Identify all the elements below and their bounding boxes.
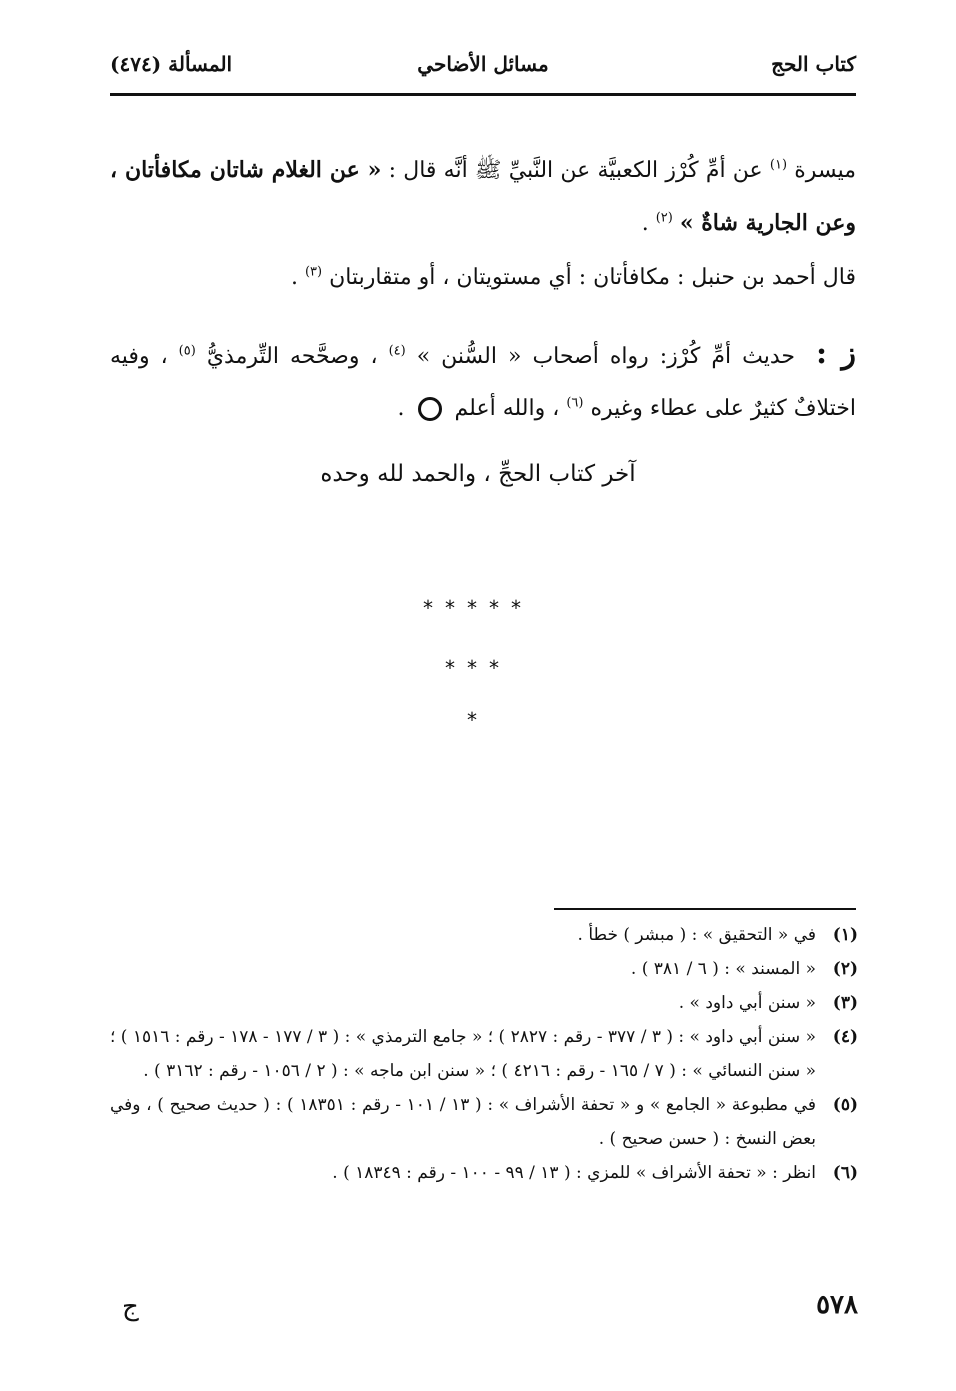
footnote-ref-1: (١)	[769, 157, 788, 173]
footnote-ref-5: (٥)	[178, 343, 196, 359]
footnote	[110, 918, 858, 952]
star-ornament-row-1: *****	[423, 596, 533, 620]
zawaid-marker: ز :	[815, 336, 856, 371]
hadith-quote: « عن الغلام شاتان مكافأتان ، وعن الجارية شاةٌ »	[110, 157, 856, 236]
footnote-number: (٣)	[832, 993, 858, 1013]
footnote-text: انظر : « تحفة الأشراف » للمزي : ( ١٣ / ٩٩ - ١٠٠ - رقم : ١٨٣٤٩ ) .	[332, 1163, 816, 1183]
footnote-ref-4: (٤)	[388, 343, 406, 359]
text-run: ميسرة	[794, 158, 856, 183]
chapter-closing-line: آخر كتاب الحجِّ ، والحمد لله وحده	[320, 461, 636, 487]
text-run: .	[290, 265, 298, 290]
end-circle-icon	[418, 397, 442, 421]
text-run: ، والله أعلم	[454, 396, 560, 421]
paragraph-zawaid	[110, 328, 856, 435]
header-rule	[110, 93, 856, 96]
footnote	[110, 952, 858, 986]
footnote	[110, 986, 858, 1020]
footnote	[110, 1020, 858, 1088]
header-book-title: كتاب الحج	[771, 52, 856, 76]
header-question-number: المسألة (٤٧٤)	[110, 52, 233, 76]
page-number: ٥٧٨	[816, 1290, 858, 1320]
footnote-number: (٤)	[832, 1027, 858, 1047]
paragraph-ahmad	[110, 252, 856, 304]
footnote-ref-2: (٢)	[655, 210, 673, 226]
footnote-rule	[554, 908, 856, 910]
star-ornament-row-2: ***	[445, 656, 511, 680]
star-ornament-row-3: *	[467, 708, 489, 732]
text-run: حديث أمِّ كُرْز: رواه أصحاب « السُّنن »	[416, 344, 795, 369]
text-run: قال أحمد بن حنبل : مكافأتان : أي مستويتان ، أو متقاربتان	[329, 265, 856, 290]
text-run: .	[641, 211, 649, 236]
footnote-text: « سنن أبي داود » : ( ٣ / ٣٧٧ - رقم : ٢٨٢٧ ) ؛ « جامع الترمذي » : ( ٣ / ١٧٧ - ١٧٨ - رقم : ١٥١٦ ) ؛ « سنن النسائي » : ( ٧ / ١٦٥ - رقم : ٤٢١٦ ) ؛ « سنن ابن ماجه » : ( ٢ / ١٠٥٦ - رقم : ٣١٦٢ ) .	[109, 1027, 816, 1081]
footnote-text: في « التحقيق » : ( مبشر ) خطأ .	[577, 925, 816, 945]
text-run: .	[397, 396, 405, 421]
footnote-number: (١)	[832, 925, 858, 945]
footnote-text: « المسند » : ( ٦ / ٣٨١ ) .	[630, 959, 816, 979]
footnote	[110, 1156, 858, 1190]
signature-mark: ج	[122, 1292, 139, 1322]
text-run: ، وصحَّحه التِّرمذيُّ	[206, 344, 378, 369]
header-chapter-title: مسائل الأضاحي	[417, 52, 549, 76]
footnote-text: في مطبوعة « الجامع » و « تحفة الأشراف » : ( ١٣ / ١٠١ - رقم : ١٨٣٥١ ) : ( حديث صحيح ) ، وفي بعض النسخ : ( حسن صحيح ) .	[110, 1095, 816, 1149]
footnote-number: (٦)	[832, 1163, 858, 1183]
text-run: ، وفيه اختلافٌ كثيرٌ على عطاء وغيره	[110, 344, 856, 421]
footnote-number: (٥)	[832, 1095, 858, 1115]
paragraph-hadith	[110, 144, 856, 250]
text-run: عن أمِّ كُرْز الكعبيَّة عن النَّبيِّ ﷺ أنَّه قال :	[388, 158, 763, 183]
footnote-number: (٢)	[832, 959, 858, 979]
running-header	[110, 52, 856, 88]
footnotes	[110, 918, 858, 1190]
footnote-ref-6: (٦)	[566, 395, 584, 411]
footnote-text: « سنن أبي داود » .	[678, 993, 816, 1013]
footnote	[110, 1088, 858, 1156]
footnote-ref-3: (٣)	[304, 264, 323, 280]
